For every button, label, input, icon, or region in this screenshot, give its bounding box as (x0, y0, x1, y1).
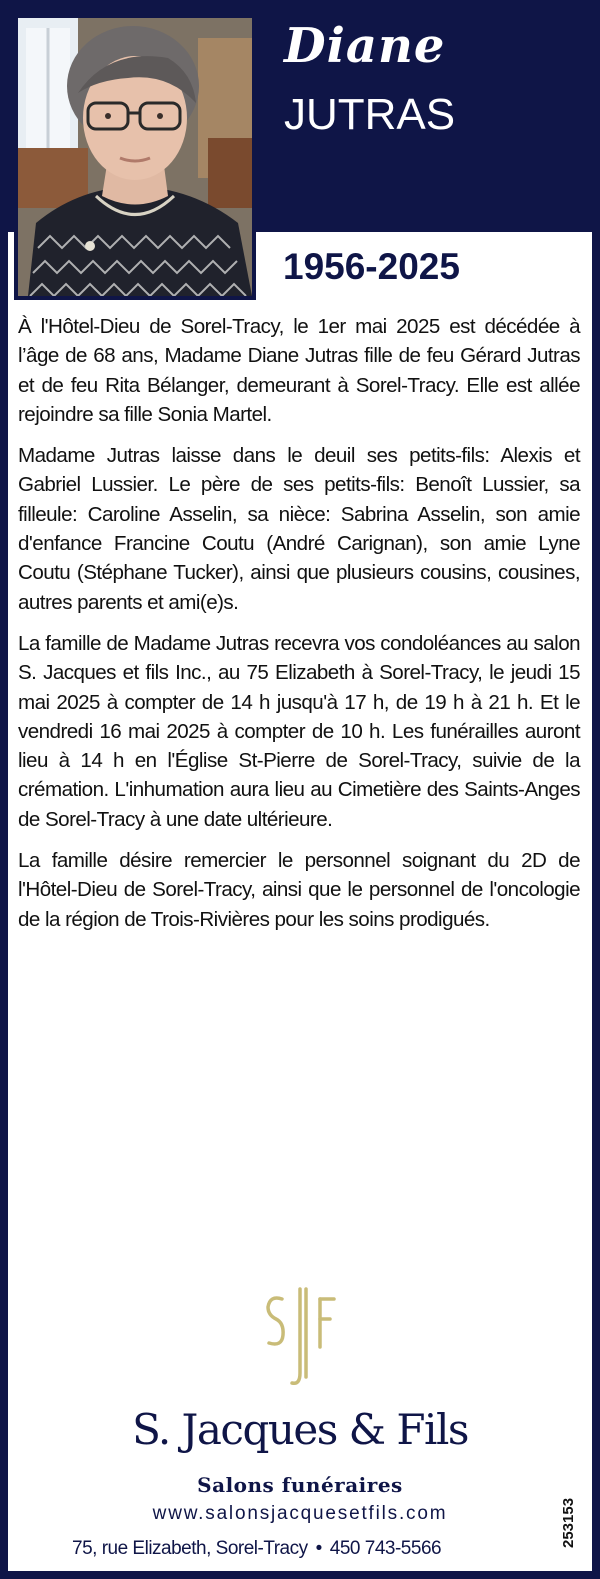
funeral-home-name: S. Jacques & Fils (132, 1405, 468, 1454)
bullet-separator: • (315, 1538, 322, 1559)
paragraph-thanks: La famille désire remercier le personnel soignant du 2D de l'Hôtel-Dieu de Sorel-Tracy, ainsi que le personnel de l'oncologie de la région de Trois-Rivières pour les soins prodigués. (18, 849, 580, 931)
funeral-home-address: 75, rue Elizabeth, Sorel-Tracy (72, 1538, 308, 1559)
paragraph-visitation: La famille de Madame Jutras recevra vos condoléances au salon S. Jacques et fils Inc., au 75 Elizabeth à Sorel-Tracy, le jeudi 15 mai 2025 à compter de 14 h jusqu'à 17 h, de 19 h à 21 h. Et le vendredi 16 mai 2025 à compter de 10 h. Les funérailles auront lieu à 14 h en l'Église St-Pierre de Sorel-Tracy, suivie de la crémation. L'inhumation aura lieu au Cimetière des Saints-Anges de Sorel-Tracy à une date ultérieure. (18, 631, 580, 831)
sjf-monogram-logo (258, 1285, 342, 1389)
reference-number: 253153 (560, 1497, 577, 1548)
paragraph-death-notice: À l'Hôtel-Dieu de Sorel-Tracy, le 1er mai 2025 est décédée à l’âge de 68 ans, Madame Diane Jutras fille de feu Gérard Jutras et de feu Rita Bélanger, demeurant à Sorel-Tracy. Elle est allée rejoindre sa fille Sonia Martel. (18, 315, 580, 426)
portrait-photo (14, 14, 256, 300)
portrait-illustration (18, 18, 252, 296)
funeral-home-contact (72, 1538, 441, 1560)
life-years: 1956-2025 (283, 246, 460, 287)
first-name: Diane (284, 18, 446, 74)
funeral-home-phone[interactable]: 450 743-5566 (329, 1538, 442, 1559)
obituary-text (18, 312, 580, 946)
paragraph-survivors: Madame Jutras laisse dans le deuil ses petits-fils: Alexis et Gabriel Lussier. Le père de ses petits-fils: Benoît Lussier, sa filleule: Caroline Asselin, sa nièce: Sabrina Asselin, son amie d'enfance Francine Coutu (André Carignan), son amie Lyne Coutu (Stéphane Tucker), ainsi que plusieurs cousins, cousines, autres parents et ami(e)s. (18, 444, 580, 614)
last-name: JUTRAS (284, 90, 456, 139)
funeral-home-website[interactable]: www.salonsjacquesetfils.com (152, 1503, 448, 1524)
funeral-home-subtitle: Salons funéraires (197, 1473, 403, 1497)
